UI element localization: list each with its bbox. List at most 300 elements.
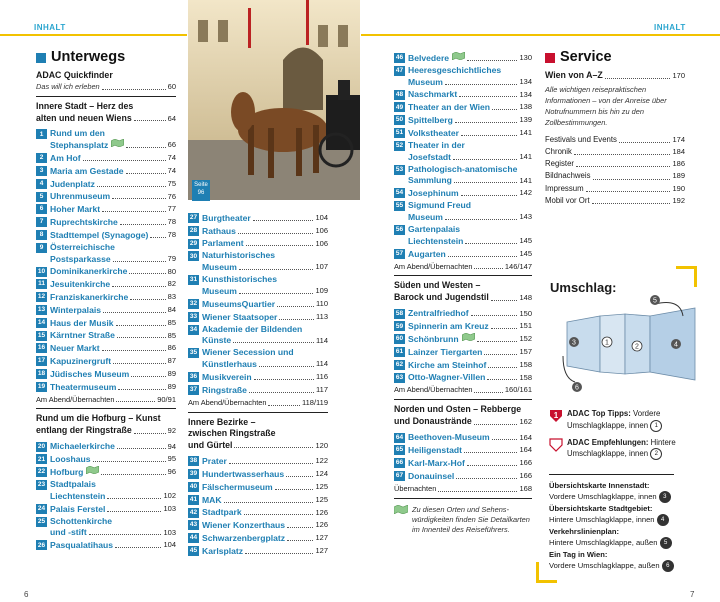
entry-line bbox=[50, 466, 176, 478]
entry-number-badge: 17 bbox=[37, 357, 46, 365]
cover-map-location: Vordere Umschlagklappe, innen bbox=[549, 492, 657, 501]
entry-58[interactable] bbox=[394, 308, 532, 320]
entry-number-badge: 48 bbox=[395, 90, 404, 98]
entry-number-badge: 1 bbox=[36, 129, 47, 139]
service-item[interactable] bbox=[545, 134, 685, 146]
entry-body bbox=[202, 324, 328, 347]
service-item-page: 190 bbox=[672, 183, 685, 193]
top-rule-left bbox=[0, 34, 187, 36]
entry-67[interactable] bbox=[394, 470, 532, 482]
service-item[interactable] bbox=[545, 146, 685, 158]
entry-line bbox=[202, 532, 328, 544]
entry-body bbox=[408, 470, 532, 482]
entry-55[interactable] bbox=[394, 200, 532, 223]
entry-name-continued: Museum bbox=[408, 211, 443, 222]
entry-line bbox=[50, 229, 176, 241]
entry-name: Franziskanerkirche bbox=[50, 291, 129, 302]
entry-name: Akademie der Bildenden bbox=[202, 323, 303, 334]
stay-page: 168 bbox=[519, 483, 532, 493]
entry-8[interactable] bbox=[36, 229, 176, 241]
entry-number-badge: 47 bbox=[395, 66, 404, 74]
service-item-label: Mobil vor Ort bbox=[545, 196, 590, 206]
entry-page: 134 bbox=[519, 89, 532, 99]
entry-name: Uhrenmuseum bbox=[50, 191, 111, 202]
entry-page: 151 bbox=[519, 321, 532, 331]
entry-line bbox=[408, 151, 532, 163]
entry-line bbox=[202, 285, 328, 297]
entry-body bbox=[50, 216, 176, 228]
entry-19[interactable] bbox=[36, 381, 176, 393]
column-service bbox=[545, 49, 685, 207]
entry-line bbox=[202, 455, 328, 467]
evening-page: 160/161 bbox=[504, 385, 532, 395]
section-innere-stadt-page: 64 bbox=[167, 113, 176, 123]
entry-name-continued: Josefstadt bbox=[408, 151, 451, 162]
entry-25[interactable] bbox=[36, 516, 176, 539]
entry-line bbox=[50, 317, 176, 329]
entry-page: 130 bbox=[519, 53, 532, 62]
entry-42[interactable] bbox=[188, 507, 328, 519]
entry-number-badge: 3 bbox=[36, 166, 47, 176]
detail-map-icon bbox=[462, 333, 475, 345]
cover-map-badge: 4 bbox=[657, 514, 669, 526]
entry-number-badge: 30 bbox=[189, 252, 198, 260]
cover-maps-list bbox=[549, 480, 709, 572]
entry-body bbox=[50, 291, 176, 303]
entry-line bbox=[202, 494, 328, 506]
entry-14[interactable] bbox=[36, 317, 176, 329]
entry-line bbox=[50, 304, 176, 316]
entry-line bbox=[202, 238, 328, 250]
quickfinder-title: ADAC Quickfinder bbox=[36, 69, 113, 80]
entry-page: 141 bbox=[519, 151, 532, 161]
detail-map-icon bbox=[111, 139, 124, 151]
wien-a-z-row[interactable] bbox=[545, 70, 685, 82]
entry-body bbox=[50, 266, 176, 278]
recommendations-row[interactable] bbox=[549, 437, 709, 463]
entry-52[interactable] bbox=[394, 140, 532, 163]
entry-page: 103 bbox=[163, 503, 176, 513]
recommendations-title: ADAC Empfehlungen: bbox=[567, 437, 649, 447]
section-innere-bezirke-row bbox=[188, 440, 328, 452]
section-innere-bezirke-page: 120 bbox=[315, 440, 328, 450]
entry-name: Lainzer Tiergarten bbox=[408, 346, 483, 357]
entry-name: Looshaus bbox=[50, 454, 91, 465]
entry-page: 141 bbox=[519, 127, 532, 137]
entry-body bbox=[408, 187, 532, 199]
top-tips-title: ADAC Top Tipps: bbox=[567, 409, 631, 418]
entry-line bbox=[202, 335, 328, 347]
entry-number-badge: 21 bbox=[37, 455, 46, 463]
entry-number-badge: 20 bbox=[37, 442, 46, 450]
entry-2[interactable] bbox=[36, 152, 176, 164]
evening-label: Am Abend/Übernachten bbox=[36, 394, 115, 404]
entry-number-badge: 39 bbox=[189, 470, 198, 478]
entry-name: Hoher Markt bbox=[50, 204, 101, 215]
entry-name-continued: Postsparkasse bbox=[50, 253, 111, 264]
entry-number-badge: 66 bbox=[395, 459, 404, 467]
entry-number-badge: 12 bbox=[37, 293, 46, 301]
entry-body bbox=[50, 317, 176, 329]
page-number-right: 7 bbox=[690, 590, 695, 599]
entry-18[interactable] bbox=[36, 368, 176, 380]
entry-line bbox=[50, 381, 176, 393]
entry-54[interactable] bbox=[394, 187, 532, 199]
entry-name-continued: Liechtenstein bbox=[50, 490, 106, 501]
entry-number-badge: 29 bbox=[189, 239, 198, 247]
entry-39[interactable] bbox=[188, 468, 328, 480]
entry-number-badge: 32 bbox=[189, 300, 198, 308]
entry-line bbox=[202, 358, 328, 370]
service-item[interactable] bbox=[545, 170, 685, 182]
top-tip-icon bbox=[549, 408, 563, 434]
entry-number-badge: 28 bbox=[189, 226, 198, 234]
entry-47[interactable] bbox=[394, 65, 532, 88]
entry-line bbox=[408, 89, 532, 101]
entry-name: Spittelberg bbox=[408, 114, 453, 125]
entry-65[interactable] bbox=[394, 444, 532, 456]
entry-line bbox=[202, 481, 328, 493]
top-rule-right bbox=[361, 34, 720, 36]
entry-body bbox=[202, 384, 328, 396]
entry-name: Stadtpalais bbox=[50, 479, 96, 490]
entry-number-badge: 2 bbox=[36, 153, 47, 163]
entry-page: 79 bbox=[167, 253, 176, 263]
entry-line bbox=[50, 453, 176, 465]
entry-1[interactable] bbox=[36, 128, 176, 151]
entry-12[interactable] bbox=[36, 291, 176, 303]
entry-number-badge: 42 bbox=[189, 508, 198, 516]
service-item-label: Festivals und Events bbox=[545, 134, 617, 144]
entry-page: 106 bbox=[315, 238, 328, 248]
service-item-page: 174 bbox=[672, 134, 685, 144]
entry-line bbox=[50, 139, 176, 151]
entry-body bbox=[50, 516, 176, 539]
entry-body bbox=[202, 274, 328, 297]
entry-name-continued: und -stift bbox=[50, 527, 87, 538]
entry-line bbox=[50, 178, 176, 190]
entry-line bbox=[202, 519, 328, 531]
entry-list-norden bbox=[394, 432, 532, 482]
entry-11[interactable] bbox=[36, 278, 176, 290]
entry-body bbox=[202, 311, 328, 323]
service-item[interactable] bbox=[545, 195, 685, 207]
entry-56[interactable] bbox=[394, 224, 532, 247]
entry-48[interactable] bbox=[394, 89, 532, 101]
service-item[interactable] bbox=[545, 183, 685, 195]
entry-number-badge: 49 bbox=[395, 103, 404, 111]
entry-57[interactable] bbox=[394, 248, 532, 260]
entry-43[interactable] bbox=[188, 519, 328, 531]
evening-page: 118/119 bbox=[302, 397, 328, 407]
entry-body bbox=[50, 342, 176, 354]
entry-number-badge: 64 bbox=[395, 433, 404, 441]
section-hofburg-title: Rund um die Hofburg – Kunst bbox=[36, 413, 161, 424]
entry-36[interactable] bbox=[188, 371, 328, 383]
section-innere-bezirke-line3: und Gürtel bbox=[188, 439, 233, 450]
entry-body bbox=[202, 238, 328, 250]
entry-body bbox=[408, 200, 532, 223]
corner-mark-top bbox=[676, 266, 697, 287]
entry-line bbox=[50, 165, 176, 177]
entry-5[interactable] bbox=[36, 191, 176, 203]
cover-map-badge: 3 bbox=[659, 491, 671, 503]
entry-line bbox=[202, 468, 328, 480]
entry-line bbox=[408, 470, 532, 482]
entry-line bbox=[50, 152, 176, 164]
entry-number-badge: 7 bbox=[36, 217, 47, 227]
entry-16[interactable] bbox=[36, 342, 176, 354]
entry-body bbox=[50, 229, 176, 241]
entry-page: 82 bbox=[167, 279, 176, 289]
entry-page: 134 bbox=[519, 76, 532, 86]
entry-7[interactable] bbox=[36, 216, 176, 228]
entry-6[interactable] bbox=[36, 203, 176, 215]
entry-37[interactable] bbox=[188, 384, 328, 396]
entry-name-continued: Sammlung bbox=[408, 175, 452, 186]
entry-60[interactable] bbox=[394, 333, 532, 345]
entry-line bbox=[50, 330, 176, 342]
entry-page: 102 bbox=[163, 491, 176, 501]
section-innere-bezirke-line2: zwischen Ringstraße bbox=[188, 428, 276, 439]
entry-name: Kärntner Straße bbox=[50, 330, 115, 341]
entry-13[interactable] bbox=[36, 304, 176, 316]
cover-map-location: Vordere Umschlagklappe, außen bbox=[549, 561, 660, 570]
section-sueden-title: Süden und Westen – bbox=[394, 280, 481, 291]
entry-body bbox=[408, 140, 532, 163]
service-item-label: Register bbox=[545, 159, 575, 169]
entry-page: 157 bbox=[519, 347, 532, 357]
entry-page: 124 bbox=[315, 469, 328, 479]
detail-map-note-text: Zu diesen Orten und Sehens-würdigkeiten finden Sie Detailkarten im Innenteil des Reiseführers. bbox=[412, 504, 530, 534]
entry-name: Hundertwasserhaus bbox=[202, 468, 285, 479]
service-item-page: 186 bbox=[672, 159, 685, 169]
entry-page: 74 bbox=[167, 165, 176, 175]
entry-line bbox=[50, 191, 176, 203]
quickfinder-row[interactable] bbox=[36, 81, 176, 93]
entry-page: 166 bbox=[519, 470, 532, 480]
entry-name: Schönbrunn bbox=[408, 334, 459, 345]
entry-40[interactable] bbox=[188, 481, 328, 493]
entry-29[interactable] bbox=[188, 238, 328, 250]
entry-61[interactable] bbox=[394, 346, 532, 358]
cover-map-row[interactable] bbox=[549, 514, 709, 526]
entry-66[interactable] bbox=[394, 457, 532, 469]
entry-page: 114 bbox=[316, 335, 328, 345]
entry-number-badge: 11 bbox=[36, 279, 47, 289]
entry-body bbox=[408, 432, 532, 444]
service-title: Service bbox=[560, 49, 612, 65]
cover-map-row[interactable] bbox=[549, 560, 709, 572]
entry-page: 164 bbox=[519, 432, 532, 442]
entry-59[interactable] bbox=[394, 320, 532, 332]
entry-list-c1 bbox=[394, 52, 532, 260]
entry-31[interactable] bbox=[188, 274, 328, 297]
entry-number-badge: 50 bbox=[395, 116, 404, 124]
entry-list-innere-stadt bbox=[36, 128, 176, 392]
entry-27[interactable] bbox=[188, 212, 328, 224]
entry-page: 104 bbox=[163, 540, 176, 550]
entry-page: 122 bbox=[315, 456, 328, 466]
entry-24[interactable] bbox=[36, 503, 176, 515]
entry-page: 126 bbox=[315, 520, 328, 530]
entry-41[interactable] bbox=[188, 494, 328, 506]
section-innere-stadt-subtitle: alten und neuen Wiens bbox=[36, 112, 132, 123]
entry-62[interactable] bbox=[394, 359, 532, 371]
entry-23[interactable] bbox=[36, 479, 176, 502]
entry-46[interactable] bbox=[394, 52, 532, 64]
entry-page: 78 bbox=[167, 217, 176, 227]
entry-3[interactable] bbox=[36, 165, 176, 177]
quickfinder-subtitle: Das will ich erleben bbox=[36, 82, 100, 92]
entry-63[interactable] bbox=[394, 372, 532, 384]
evening-row[interactable] bbox=[36, 394, 176, 406]
entry-15[interactable] bbox=[36, 330, 176, 342]
top-tips-row[interactable] bbox=[549, 408, 709, 434]
section-innere-stadt-title: Innere Stadt – Herz des bbox=[36, 101, 134, 112]
entry-body bbox=[202, 494, 328, 506]
entry-line bbox=[202, 261, 328, 273]
entry-body bbox=[408, 346, 532, 358]
entry-line bbox=[202, 225, 328, 237]
entry-51[interactable] bbox=[394, 127, 532, 139]
entry-name: Stadttempel (Synagoge) bbox=[50, 229, 149, 240]
entry-page: 107 bbox=[315, 262, 328, 272]
entry-53[interactable] bbox=[394, 164, 532, 187]
entry-name-continued: Stephansplatz bbox=[50, 140, 109, 151]
entry-line bbox=[50, 527, 176, 539]
entry-name: Wiener Staatsoper bbox=[202, 311, 278, 322]
service-item-label: Bildnachweis bbox=[545, 171, 591, 181]
entry-10[interactable] bbox=[36, 266, 176, 278]
entry-number-badge: 26 bbox=[37, 541, 46, 549]
entry-line bbox=[50, 278, 176, 290]
section-hofburg-subtitle: entlang der Ringstraße bbox=[36, 425, 132, 436]
entry-page: 96 bbox=[167, 467, 176, 477]
entry-body bbox=[408, 65, 532, 88]
detail-map-icon bbox=[86, 466, 99, 478]
service-item-page: 184 bbox=[672, 146, 685, 156]
hofburg-photo bbox=[188, 0, 360, 200]
entry-33[interactable] bbox=[188, 311, 328, 323]
cover-map-row[interactable] bbox=[549, 491, 709, 503]
header-right-label: INHALT bbox=[654, 23, 686, 32]
section-sueden-row bbox=[394, 292, 532, 304]
entry-44[interactable] bbox=[188, 532, 328, 544]
evening-row[interactable] bbox=[394, 384, 532, 396]
entry-page: 143 bbox=[519, 212, 532, 222]
divider bbox=[188, 412, 328, 413]
entry-page: 139 bbox=[519, 115, 532, 125]
entry-17[interactable] bbox=[36, 355, 176, 367]
entry-page: 127 bbox=[315, 545, 328, 555]
evening-row[interactable] bbox=[394, 261, 532, 273]
entry-number-badge: 6 bbox=[36, 204, 47, 214]
entry-number-badge: 45 bbox=[189, 547, 198, 555]
entry-page: 110 bbox=[316, 298, 328, 308]
entry-number-badge: 8 bbox=[36, 230, 47, 240]
entry-page: 138 bbox=[519, 102, 532, 112]
entry-number-badge: 51 bbox=[395, 129, 404, 137]
entry-name: Sigmund Freud bbox=[408, 200, 472, 211]
entry-number-badge: 59 bbox=[395, 322, 404, 330]
entry-22[interactable] bbox=[36, 466, 176, 478]
entry-45[interactable] bbox=[188, 545, 328, 557]
divider bbox=[394, 498, 532, 499]
divider bbox=[394, 275, 532, 276]
entry-21[interactable] bbox=[36, 453, 176, 465]
evening-page: 146/147 bbox=[504, 261, 532, 271]
entry-name: Prater bbox=[202, 456, 227, 467]
service-item-label: Chronik bbox=[545, 146, 572, 156]
entry-49[interactable] bbox=[394, 101, 532, 113]
entry-26[interactable] bbox=[36, 539, 176, 551]
entry-34[interactable] bbox=[188, 324, 328, 347]
entry-name: Kapuzinergruft bbox=[50, 355, 112, 366]
stay-row[interactable] bbox=[394, 483, 532, 495]
entry-line bbox=[50, 266, 176, 278]
entry-line bbox=[50, 203, 176, 215]
evening-row[interactable] bbox=[188, 397, 328, 409]
photo-page-tag bbox=[192, 180, 210, 201]
entry-line bbox=[408, 101, 532, 113]
entry-30[interactable] bbox=[188, 250, 328, 273]
quickfinder-page: 60 bbox=[167, 82, 176, 92]
entry-4[interactable] bbox=[36, 178, 176, 190]
entry-name: Theater an der Wien bbox=[408, 102, 491, 113]
entry-64[interactable] bbox=[394, 432, 532, 444]
entry-line bbox=[202, 311, 328, 323]
divider bbox=[36, 408, 176, 409]
entry-body bbox=[202, 468, 328, 480]
entry-number-badge: 40 bbox=[189, 483, 198, 491]
entry-number-badge: 10 bbox=[37, 267, 46, 275]
cover-map-location: Hintere Umschlagklappe, innen bbox=[549, 515, 655, 524]
entry-20[interactable] bbox=[36, 441, 176, 453]
entry-9[interactable] bbox=[36, 242, 176, 265]
entry-name: Schwarzenbergplatz bbox=[202, 532, 286, 543]
entry-35[interactable] bbox=[188, 347, 328, 370]
entry-line bbox=[408, 457, 532, 469]
entry-body bbox=[408, 164, 532, 187]
entry-list-ring bbox=[188, 212, 328, 396]
entry-28[interactable] bbox=[188, 225, 328, 237]
entry-32[interactable] bbox=[188, 298, 328, 310]
entry-38[interactable] bbox=[188, 455, 328, 467]
entry-page: 109 bbox=[315, 286, 328, 296]
entry-page: 127 bbox=[315, 533, 328, 543]
photo-page-tag-number: 96 bbox=[197, 190, 205, 196]
entry-name-continued: Künste bbox=[202, 335, 232, 346]
entry-page: 104 bbox=[315, 213, 328, 222]
service-item[interactable] bbox=[545, 158, 685, 170]
wien-a-z-description: Alle wichtigen reisepraktischen Informationen – von der Anreise über Notrufnummern bis hin zu den Zollbestimmungen. bbox=[545, 84, 667, 127]
cover-map-row[interactable] bbox=[549, 537, 709, 549]
entry-name: Hofburg bbox=[50, 467, 84, 478]
section-norden-row bbox=[394, 416, 532, 428]
entry-page: 113 bbox=[316, 311, 328, 321]
divider bbox=[36, 96, 176, 97]
entry-number-badge: 65 bbox=[395, 446, 404, 454]
entry-body bbox=[202, 371, 328, 383]
entry-number-badge: 63 bbox=[395, 373, 404, 381]
section-sueden-page: 148 bbox=[519, 292, 532, 302]
service-item-page: 189 bbox=[672, 171, 685, 181]
entry-50[interactable] bbox=[394, 114, 532, 126]
entry-line bbox=[50, 368, 176, 380]
entry-line bbox=[408, 235, 532, 247]
entry-line bbox=[408, 248, 532, 260]
